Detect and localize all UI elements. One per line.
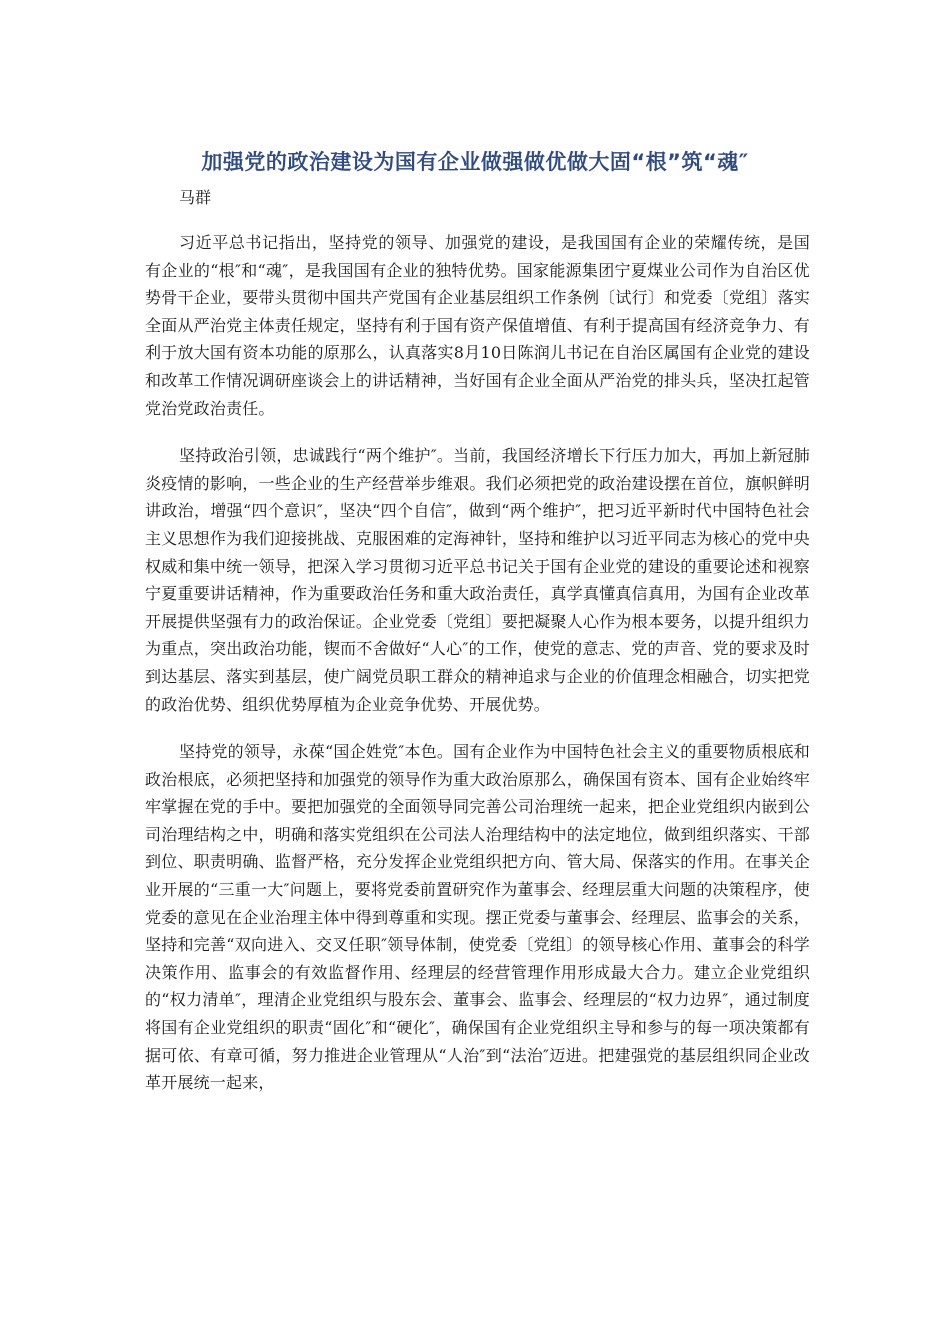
paragraph: 习近平总书记指出，坚持党的领导、加强党的建设，是我国国有企业的荣耀传统，是国有企业的“根″和“魂″，是我国国有企业的独特优势。国家能源集团宁夏煤业公司作为自治区优势骨干企业，要带头贯彻中国共产党国有企业基层组织工作条例〔试行〕和党委〔党组〕落实全面从严治党主体责任规定，坚持有利于国有资产保值增值、有利于提高国有经济竞争力、有利于放大国有资本功能的原那么，认真落实8月10日陈润儿书记在自治区属国有企业党的建设和改革工作情况调研座谈会上的讲话精神，当好国有企业全面从严治党的排头兵，坚决扛起管党治党政治责任。 <box>145 233 810 418</box>
paragraph: 坚持政治引领，忠诚践行“两个维护″。当前，我国经济增长下行压力加大，再加上新冠肺炎疫情的影响，一些企业的生产经营举步维艰。我们必须把党的政治建设摆在首位，旗帜鲜明讲政治，增强“四个意识″，坚决“四个自信″，做到“两个维护″，把习近平新时代中国特色社会主义思想作为我们迎接挑战、克服困难的定海神针，坚持和维护以习近平同志为核心的党中央权威和集中统一领导，把深入学习贯彻习近平总书记关于国有企业党的建设的重要论述和视察宁夏重要讲话精神，作为重要政治任务和重大政治责任，真学真懂真信真用，为国有企业改革开展提供坚强有力的政治保证。企业党委〔党组〕要把凝聚人心作为根本要务，以提升组织力为重点，突出政治功能，锲而不舍做好“人心″的工作，使党的意志、党的声音、党的要求及时到达基层、落实到基层，使广阔党员职工群众的精神追求与企业的价值理念相融合，切实把党的政治优势、组织优势厚植为企业竞争优势、开展优势。 <box>145 446 810 714</box>
paragraph: 坚持党的领导，永葆“国企姓党″本色。国有企业作为中国特色社会主义的重要物质根底和政治根底，必须把坚持和加强党的领导作为重大政治原那么，确保国有资本、国有企业始终牢牢掌握在党的手中。要把加强党的全面领导同完善公司治理统一起来，把企业党组织内嵌到公司治理结构之中，明确和落实党组织在公司法人治理结构中的法定地位，做到组织落实、干部到位、职责明确、监督严格，充分发挥企业党组织把方向、管大局、保落实的作用。在事关企业开展的“三重一大″问题上，要将党委前置研究作为董事会、经理层重大问题的决策程序，使党委的意见在企业治理主体中得到尊重和实现。摆正党委与董事会、经理层、监事会的关系，坚持和完善“双向进入、交叉任职″领导体制，使党委〔党组〕的领导核心作用、董事会的科学决策作用、监事会的有效监督作用、经理层的经营管理作用形成最大合力。建立企业党组织的“权力清单″，理清企业党组织与股东会、董事会、监事会、经理层的“权力边界″，通过制度将国有企业党组织的职责“固化″和“硬化″，确保国有企业党组织主导和参与的每一项决策都有据可依、有章可循，努力推进企业管理从“人治″到“法治″迈进。把建强党的基层组织同企业改革开展统一起来， <box>145 742 810 1093</box>
article-body <box>145 229 810 1117</box>
article-title: 加强党的政治建设为国有企业做强做优做大固“根”筑“魂″ <box>201 150 749 175</box>
article-author: 马群 <box>179 188 212 207</box>
